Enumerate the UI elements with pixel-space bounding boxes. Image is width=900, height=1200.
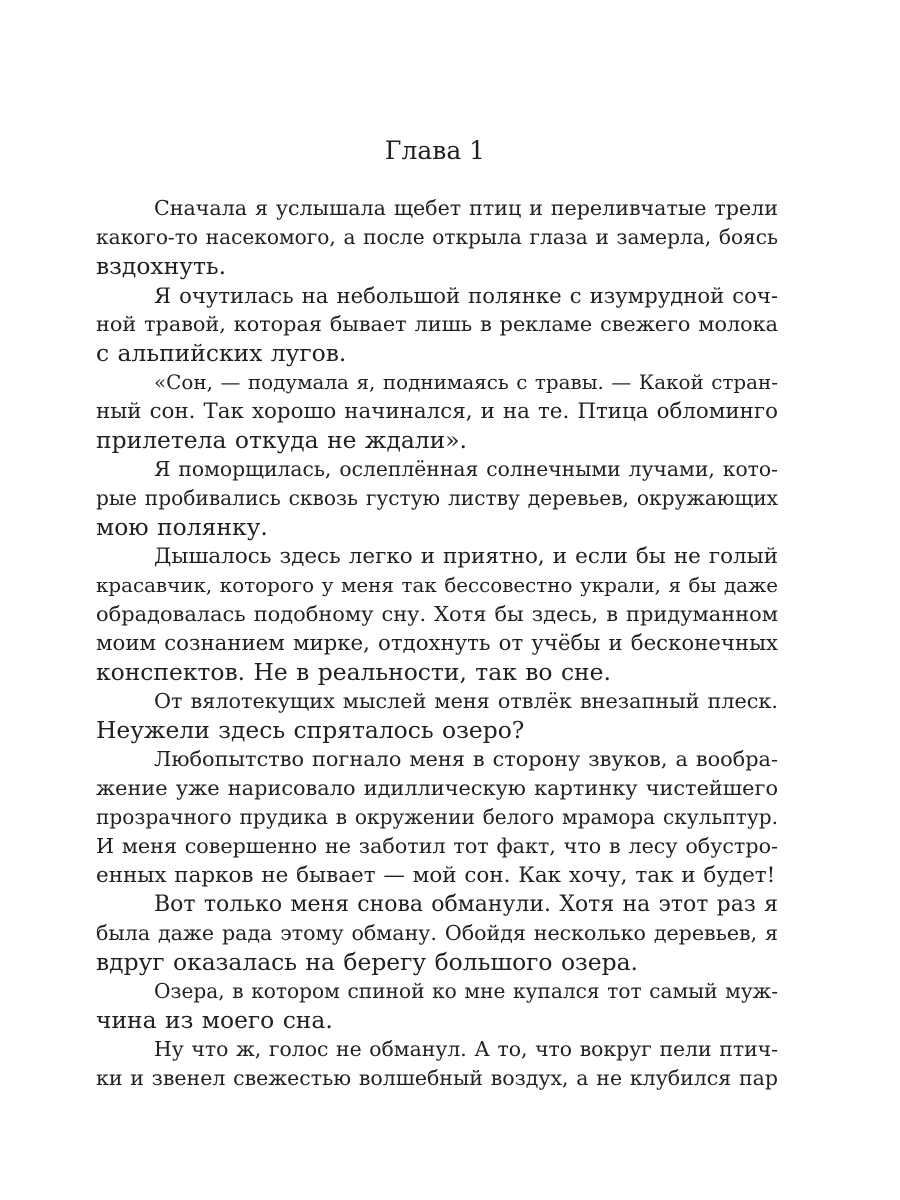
text-line: красавчик, которого у меня так бессовестно украли, я бы даже [96, 574, 778, 597]
text-line: жение уже нарисовало идиллическую картинку чистейшего [96, 776, 778, 800]
text-line: с альпийских лугов. [96, 339, 347, 367]
text-line: Любопытство погнало меня в сторону звуков, а вообра- [154, 747, 778, 771]
text-line: какого-то насекомого, а после открыла глаза и замерла, боясь [96, 225, 778, 249]
text-line: Ну что ж, голос не обманул. А то, что вокруг пели птич- [154, 1037, 778, 1061]
text-line: рые пробивались сквозь густую листву деревьев, окружающих [96, 486, 778, 510]
text-line: енных парков не бывает — мой сон. Как хочу, так и будет! [96, 863, 776, 888]
text-line: ки и звенел свежестью волшебный воздух, а не клубился пар [96, 1066, 778, 1090]
text-line: Я поморщилась, ослеплённая солнечными лучами, кото- [154, 457, 778, 481]
text-line: ный сон. Так хорошо начинался, и на те. Птица обломинго [96, 399, 778, 424]
text-line: «Сон, — подумала я, поднимаясь с травы. — Какой стран- [154, 371, 778, 394]
text-line: Неужели здесь спряталось озеро? [96, 716, 525, 744]
text-line: мою полянку. [96, 513, 268, 541]
text-line: чина из моего сна. [96, 1006, 333, 1034]
text-line: И меня совершенно не заботил тот факт, что в лесу обустро- [96, 834, 778, 858]
text-line: обрадовалась подобному сну. Хотя бы здесь, в придуманном [96, 602, 778, 626]
text-line: вдруг оказалась на берегу большого озера. [96, 948, 638, 976]
chapter-title: Глава 1 [384, 136, 486, 165]
text-line: конспектов. Не в реальности, так во сне. [96, 658, 611, 686]
chapter-text [96, 194, 778, 1093]
text-line: Я очутилась на небольшой полянке с изумрудной соч- [154, 283, 778, 308]
text-line: ной травой, которая бывает лишь в рекламе свежего молока [96, 312, 778, 336]
text-line: Сначала я услышала щебет птиц и переливчатые трели [154, 196, 778, 220]
text-line: прозрачного прудика в окружении белого мрамора скульптур. [96, 805, 778, 829]
text-line: От вялотекущих мыслей меня отвлёк внезапный плеск. [154, 689, 778, 713]
text-line: моим сознанием мирке, отдохнуть от учёбы и бесконечных [96, 631, 778, 656]
text-line: прилетела откуда не ждали». [96, 426, 467, 454]
text-line: вздохнуть. [96, 252, 227, 280]
text-line: Дышалось здесь легко и приятно, и если бы не голый [154, 544, 778, 569]
text-line: Озера, в котором спиной ко мне купался тот самый муж- [154, 979, 778, 1003]
text-line: была даже рада этому обману. Обойдя несколько деревьев, я [96, 921, 778, 945]
text-line: Вот только меня снова обманули. Хотя на этот раз я [154, 892, 778, 917]
